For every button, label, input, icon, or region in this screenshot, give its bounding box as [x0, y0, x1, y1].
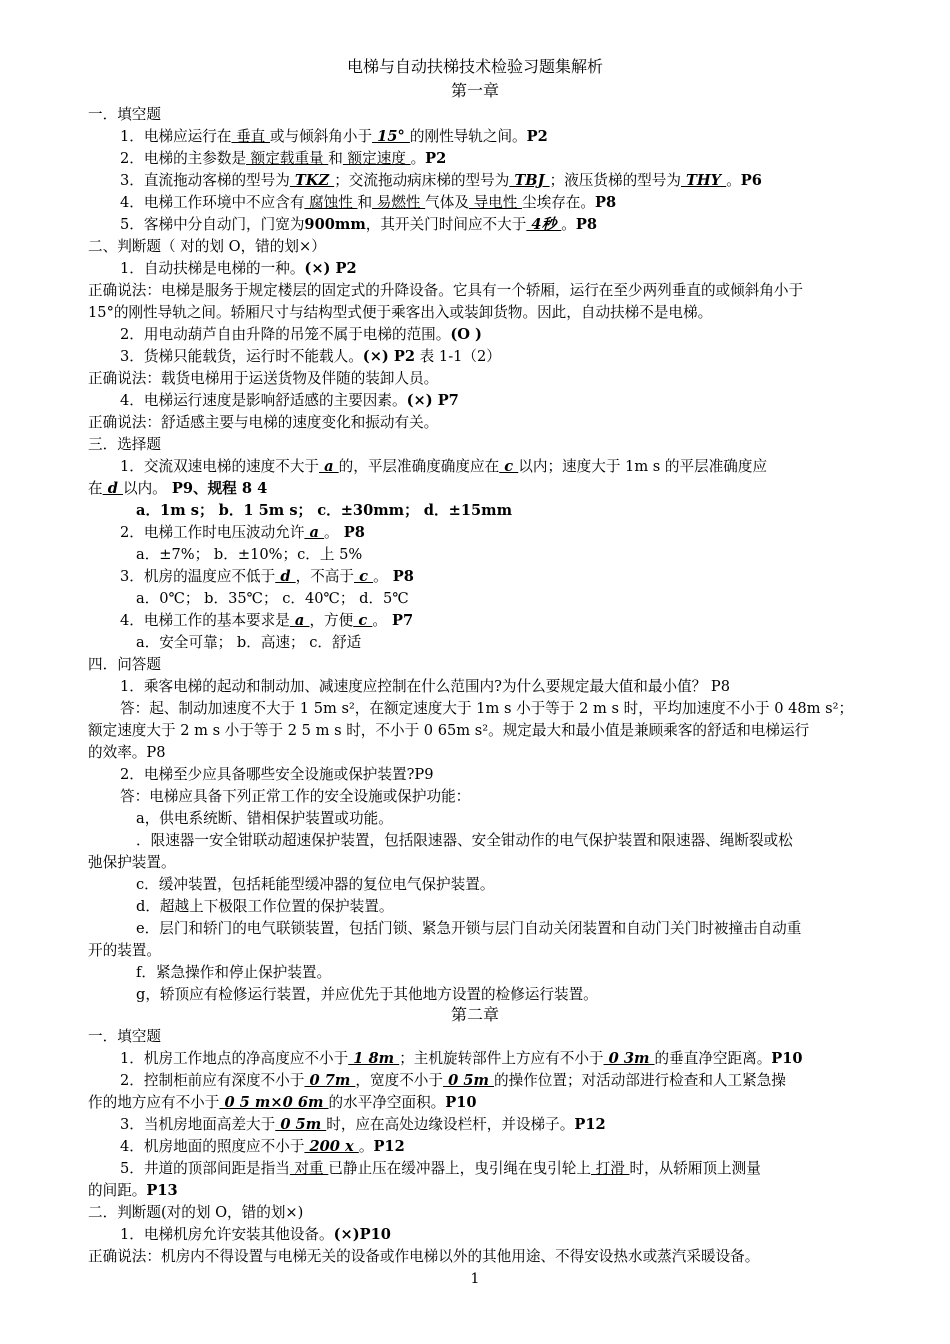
ch1-qa-a2-b-line1: ．限速器一安全钳联动超速保护装置，包括限速器、安全钳动作的电气保护装置和限速器、绳断裂或松: [136, 832, 793, 849]
document-title: 电梯与自动扶梯技术检验习题集解析: [346, 57, 603, 76]
ch1-qa-a1-line1: 答：起、制动加速度不大于 1 5m s²，在额定速度大于 1m s 小于等于 2 m s 时，平均加速度不小于 0 48m s²；: [120, 700, 854, 717]
ch1-choice-q1-options: a．1m s； b．1 5m s； c．±30mm； d．±15mm: [136, 502, 513, 519]
ch1-qa-a2-a: a，供电系统断、错相保护装置或功能。: [136, 810, 393, 827]
chapter-1-heading: 第一章: [450, 81, 499, 100]
ch2-judge-q1-correction: 正确说法：机房内不得设置与电梯无关的设备或作电梯以外的其他用途、不得安设热水或蒸汽采暖设备。: [88, 1248, 760, 1265]
ch2-fill-q2: 2．控制柜前应有深度不小于 0 7m ，宽度不小于 0 5m 的操作位置；对活动部进行检查和人工紧急操: [120, 1072, 786, 1089]
ch1-judge-q2: 2．用电动葫芦自由升降的吊笼不属于电梯的范围。(O ): [120, 326, 482, 343]
page-number: 1: [470, 1271, 480, 1287]
ch1-fill-q3: 3．直流拖动客梯的型号为 TKZ ；交流拖动病床梯的型号为 TBJ ；液压货梯的型号为 THY 。P6: [120, 172, 762, 189]
ch1-qa-a2-d: d．超越上下极限工作位置的保护装置。: [136, 898, 394, 915]
ch1-qa-a2: 答：电梯应具备下列正常工作的安全设施或保护功能：: [120, 788, 471, 805]
ch1-judge-q1-correction-1: 正确说法：电梯是服务于规定楼层的固定式的升降设备。它具有一个轿厢，运行在至少两列垂直的或倾斜角小于: [88, 282, 804, 299]
ch1-judge-q1: 1．自动扶梯是电梯的一种。(×) P2: [120, 260, 357, 277]
ch1-qa-a2-e-line1: e．层门和轿门的电气联锁装置，包括门锁、紧急开锁与层门自动关闭装置和自动门关门时被撞击自动重: [136, 920, 802, 937]
ch2-fill-title: 一．填空题: [88, 1028, 161, 1045]
ch1-qa-q2: 2．电梯至少应具备哪些安全设施或保护装置?P9: [120, 766, 434, 783]
ch1-judge-title: 二、判断题（ 对的划 O，错的划×）: [88, 238, 326, 255]
ch1-qa-a2-c: c．缓冲装置，包括耗能型缓冲器的复位电气保护装置。: [136, 876, 495, 893]
ch1-fill-q5: 5．客梯中分自动门，门宽为900mm，其开关门时间应不大于 4秒 。P8: [120, 216, 597, 233]
ch1-qa-a1-line3: 的效率。P8: [88, 744, 166, 761]
ch1-judge-q4: 4．电梯运行速度是影响舒适感的主要因素。(×) P7: [120, 392, 459, 409]
ch1-choice-q1-cont: 在 d 以内。 P9、规程 8 4: [88, 480, 268, 497]
ch1-choice-q2-options: a．±7%； b．±10%；c．上 5%: [136, 546, 363, 563]
ch1-judge-q4-correction: 正确说法：舒适感主要与电梯的速度变化和振动有关。: [88, 414, 439, 431]
ch1-qa-a2-f: f．紧急操作和停止保护装置。: [136, 964, 332, 981]
ch1-judge-q1-correction-2: 15°的刚性导轨之间。轿厢尺寸与结构型式便于乘客出入或装卸货物。因此，自动扶梯不是电梯。: [88, 304, 713, 321]
ch1-choice-q4-options: a．安全可靠； b．高速； c．舒适: [136, 634, 362, 651]
ch2-fill-q3: 3．当机房地面高差大于 0 5m 时，应在高处边缘设栏杆，并设梯子。P12: [120, 1116, 606, 1133]
ch1-choice-title: 三．选择题: [88, 436, 161, 453]
ch1-choice-q1: 1．交流双速电梯的速度不大于 a 的，平层准确度确度应在 c 以内；速度大于 1m s 的平层准确度应: [120, 458, 768, 475]
ch1-qa-a2-b-line2: 弛保护装置。: [88, 854, 176, 871]
ch1-judge-q3: 3．货梯只能载货，运行时不能载人。(×) P2 表 1-1（2）: [120, 348, 501, 365]
ch1-judge-q3-correction: 正确说法：载货电梯用于运送货物及伴随的装卸人员。: [88, 370, 439, 387]
ch1-qa-a1-line2: 额定速度大于 2 m s 小于等于 2 5 m s 时，不小于 0 65m s²。规定最大和最小值是兼顾乘客的舒适和电梯运行: [88, 722, 810, 739]
ch1-choice-q3-options: a．0℃； b．35℃； c．40℃； d．5℃: [136, 590, 409, 607]
ch1-fill-q1: 1．电梯应运行在 垂直 或与倾斜角小于 15° 的刚性导轨之间。P2: [120, 128, 548, 145]
ch1-qa-q1: 1．乘客电梯的起动和制动加、减速度应控制在什么范围内?为什么要规定最大值和最小值？ P8: [120, 678, 731, 695]
ch1-qa-title: 四．问答题: [88, 656, 161, 673]
ch1-choice-q3: 3．机房的温度应不低于 d ，不高于 c 。 P8: [120, 568, 414, 585]
ch1-qa-a2-e-line2: 开的装置。: [88, 942, 161, 959]
ch1-qa-a2-g: g，轿顶应有检修运行装置，并应优先于其他地方设置的检修运行装置。: [136, 986, 598, 1003]
ch2-fill-q5: 5．井道的顶部间距是指当 对重 已静止压在缓冲器上，曳引绳在曳引轮上 打滑 时，从轿厢顶上测量: [120, 1160, 761, 1177]
chapter-2-heading: 第二章: [450, 1005, 499, 1024]
ch2-fill-q4: 4．机房地面的照度应不小于 200 x 。P12: [120, 1138, 405, 1155]
ch1-choice-q2: 2．电梯工作时电压波动允许 a 。 P8: [120, 524, 365, 541]
ch1-fill-q2: 2．电梯的主参数是 额定载重量 和 额定速度 。P2: [120, 150, 447, 167]
ch2-judge-q1: 1．电梯机房允许安装其他设备。(×)P10: [120, 1226, 391, 1243]
ch1-fill-title: 一．填空题: [88, 106, 161, 123]
ch2-fill-q5-cont: 的间距。P13: [88, 1182, 178, 1199]
ch2-fill-q2-cont: 作的地方应有不小于 0 5 m×0 6m 的水平净空面积。P10: [88, 1094, 477, 1111]
ch1-choice-q4: 4．电梯工作的基本要求是 a ，方便 c 。 P7: [120, 612, 414, 629]
ch2-fill-q1: 1．机房工作地点的净高度应不小于 1 8m ；主机旋转部件上方应有不小于 0 3m 的垂直净空距离。P10: [120, 1050, 803, 1067]
ch2-judge-title: 二．判断题(对的划 O，错的划×): [88, 1204, 304, 1221]
ch1-fill-q4: 4．电梯工作环境中不应含有 腐蚀性 和 易燃性 气体及 导电性 尘埃存在。P8: [120, 194, 617, 211]
